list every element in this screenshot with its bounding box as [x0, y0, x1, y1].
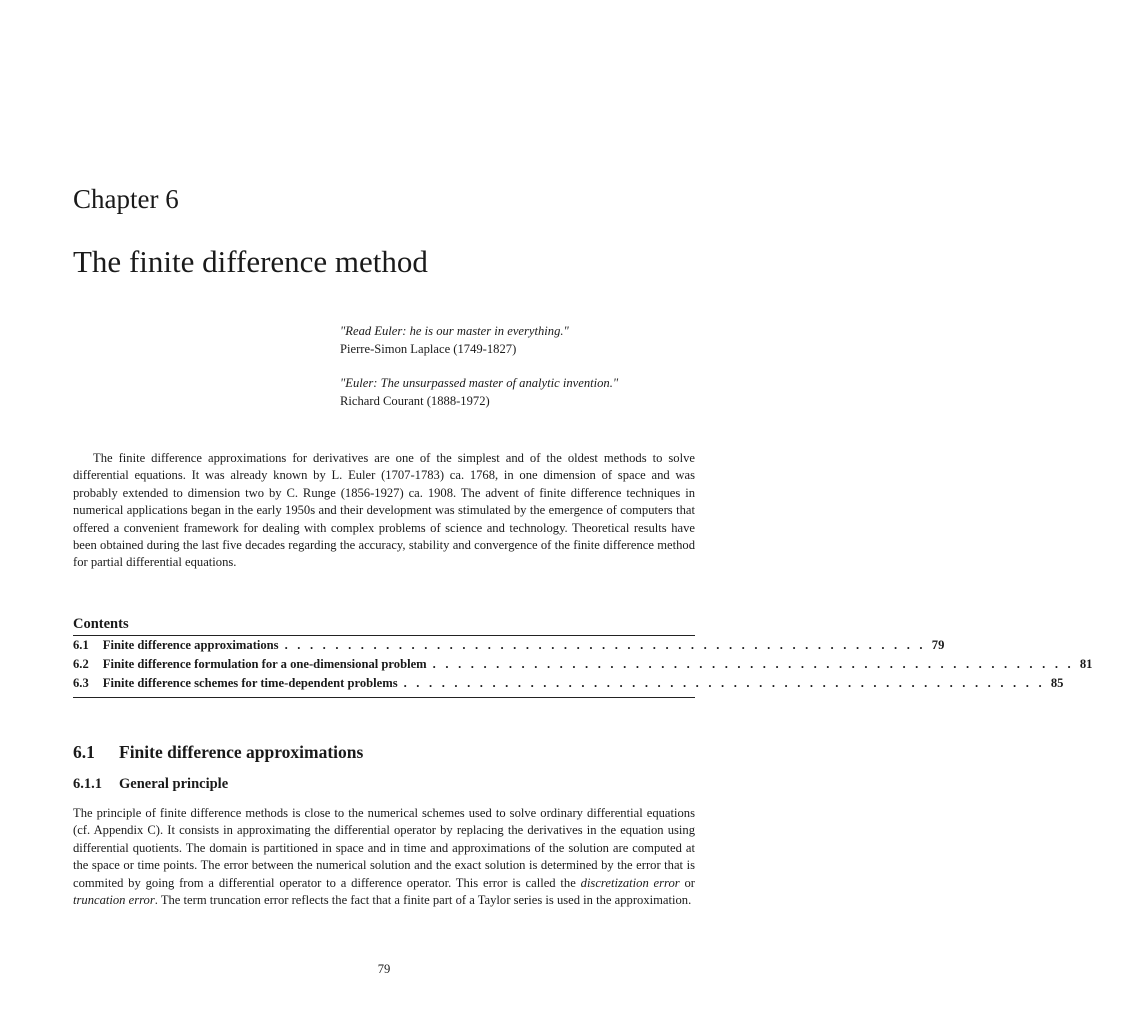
contents-title: Contents — [73, 616, 129, 632]
toc-entry[interactable] — [73, 636, 945, 655]
term-truncation-error: truncation error — [73, 893, 155, 908]
quote-courant — [340, 374, 695, 410]
intro-paragraph — [73, 450, 695, 572]
toc-page: 85 — [1050, 676, 1064, 690]
intro-text: The finite difference approximations for derivatives are one of the simplest and of the oldest methods to solve differential equations. It was already known by L. Euler (1707-1783) ca. 1768, in one dimension of space and was probably extended to dimension two by C. Runge (1856-1927) ca. 1908. The advent of finite difference techniques in numerical applications began in the early 1950s and their development was stimulated by the emergence of computers that offered a convenient framework for dealing with complex problems of science and technology. Theoretical results have been obtained during the last five decades regarding the accuracy, stability and convergence of the finite difference method for partial differential equations. — [73, 451, 695, 570]
toc-page: 79 — [931, 638, 945, 652]
page-number: 79 — [377, 962, 391, 976]
quote-laplace — [340, 322, 695, 358]
contents-bottom-rule — [73, 697, 695, 698]
subsection-number: 6.1.1 — [73, 776, 102, 792]
subsection-title: General principle — [119, 776, 229, 792]
section-number: 6.1 — [73, 742, 95, 762]
section-heading — [73, 740, 363, 764]
epigraph — [340, 322, 695, 426]
body-text — [73, 805, 695, 909]
term-discretization-error: discretization error — [580, 875, 680, 890]
toc-entry[interactable] — [73, 674, 1064, 693]
subsection-heading — [73, 774, 228, 794]
body-paragraph — [73, 805, 695, 909]
chapter-title: The finite difference method — [73, 244, 428, 279]
toc-number: 6.2 — [73, 657, 89, 671]
toc-title: Finite difference approximations — [102, 638, 279, 652]
chapter-label: Chapter 6 — [73, 184, 179, 214]
page — [73, 0, 1093, 1024]
quote-text: "Euler: The unsurpassed master of analytic invention." — [340, 376, 619, 390]
toc-entry[interactable] — [73, 655, 1093, 674]
toc-title: Finite difference formulation for a one-dimensional problem — [102, 657, 427, 671]
toc-leader: . . . . . . . . . . . . . . . . . . . . . . . . . . . . . . . . . . . . . . . . . . . . . . . . . . . — [432, 657, 1074, 671]
toc-page: 81 — [1079, 657, 1093, 671]
body-text-part: The principle of finite difference methods is close to the numerical schemes used to solve ordinary differential equations (cf. Appendix C). It consists in approximating the differential operator by replacing the derivatives in the equation using differential quotients. The domain is partitioned in space and in time and approximations of the solution are computed at the space or time points. The error between the numerical solution and the exact solution is determined by the error that is commited by going from a differential operator to a difference operator. This error is called the — [73, 806, 695, 890]
toc-number: 6.1 — [73, 638, 89, 652]
quote-author: Pierre-Simon Laplace (1749-1827) — [340, 342, 517, 356]
quote-author: Richard Courant (1888-1972) — [340, 394, 490, 408]
section-title: Finite difference approximations — [119, 742, 364, 762]
body-text-part: or — [679, 875, 696, 890]
toc-leader: . . . . . . . . . . . . . . . . . . . . . . . . . . . . . . . . . . . . . . . . . . . . . . . . . . . — [403, 676, 1045, 690]
table-of-contents — [73, 614, 1093, 698]
toc-number: 6.3 — [73, 676, 89, 690]
quote-text: "Read Euler: he is our master in everything." — [340, 324, 569, 338]
toc-leader: . . . . . . . . . . . . . . . . . . . . . . . . . . . . . . . . . . . . . . . . . . . . . . . . . . . — [284, 638, 926, 652]
body-text-part: . The term truncation error reflects the fact that a finite part of a Taylor series is used in the approximation. — [154, 893, 692, 908]
toc-title: Finite difference schemes for time-dependent problems — [102, 676, 398, 690]
